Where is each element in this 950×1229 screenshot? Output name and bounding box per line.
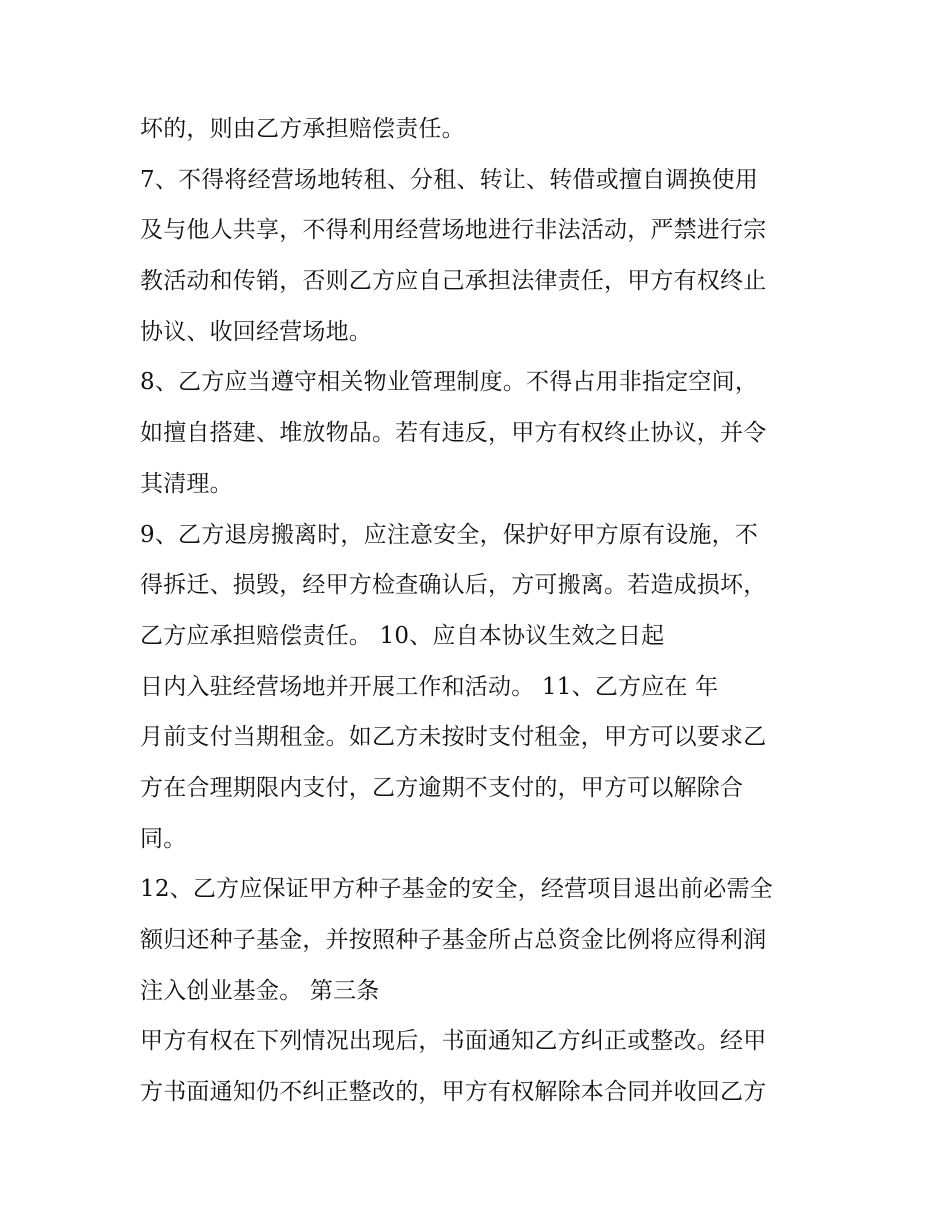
text-line: 得拆迁、损毁，经甲方检查确认后，方可搬离。若造成损坏， bbox=[140, 572, 767, 598]
text-line: 日内入驻经营场地并开展工作和活动。 11、乙方应在 年 bbox=[140, 674, 719, 700]
text-line: 乙方应承担赔偿责任。 10、应自本协议生效之日起 bbox=[140, 623, 665, 649]
text-line: 方书面通知仍不纠正整改的，甲方有权解除本合同并收回乙方 bbox=[140, 1079, 767, 1105]
text-line: 月前支付当期租金。如乙方未按时支付租金，甲方可以要求乙 bbox=[140, 724, 767, 750]
text-line: 注入创业基金。 第三条 bbox=[140, 978, 380, 1004]
text-line: 甲方有权在下列情况出现后，书面通知乙方纠正或整改。经甲 bbox=[140, 1028, 767, 1054]
text-line: 同。 bbox=[140, 826, 187, 852]
text-line: 及与他人共享，不得利用经营场地进行非法活动，严禁进行宗 bbox=[140, 217, 767, 243]
text-line: 协议、收回经营场地。 bbox=[140, 319, 372, 345]
text-line: 方在合理期限内支付，乙方逾期不支付的，甲方可以解除合 bbox=[140, 775, 744, 801]
text-line: 教活动和传销，否则乙方应自己承担法律责任，甲方有权终止 bbox=[140, 268, 767, 294]
text-line: 其清理。 bbox=[140, 471, 233, 497]
text-line: 如擅自搭建、堆放物品。若有违反，甲方有权终止协议，并令 bbox=[140, 420, 767, 446]
text-line: 8、乙方应当遵守相关物业管理制度。不得占用非指定空间， bbox=[140, 369, 759, 395]
text-line: 12、乙方应保证甲方种子基金的安全，经营项目退出前必需全 bbox=[140, 876, 773, 902]
text-line: 坏的，则由乙方承担赔偿责任。 bbox=[140, 116, 465, 142]
text-line: 额归还种子基金，并按照种子基金所占总资金比例将应得利润 bbox=[140, 927, 767, 953]
text-line: 9、乙方退房搬离时，应注意安全，保护好甲方原有设施，不 bbox=[140, 522, 759, 548]
text-line: 7、不得将经营场地转租、分租、转让、转借或擅自调换使用 bbox=[140, 167, 759, 193]
